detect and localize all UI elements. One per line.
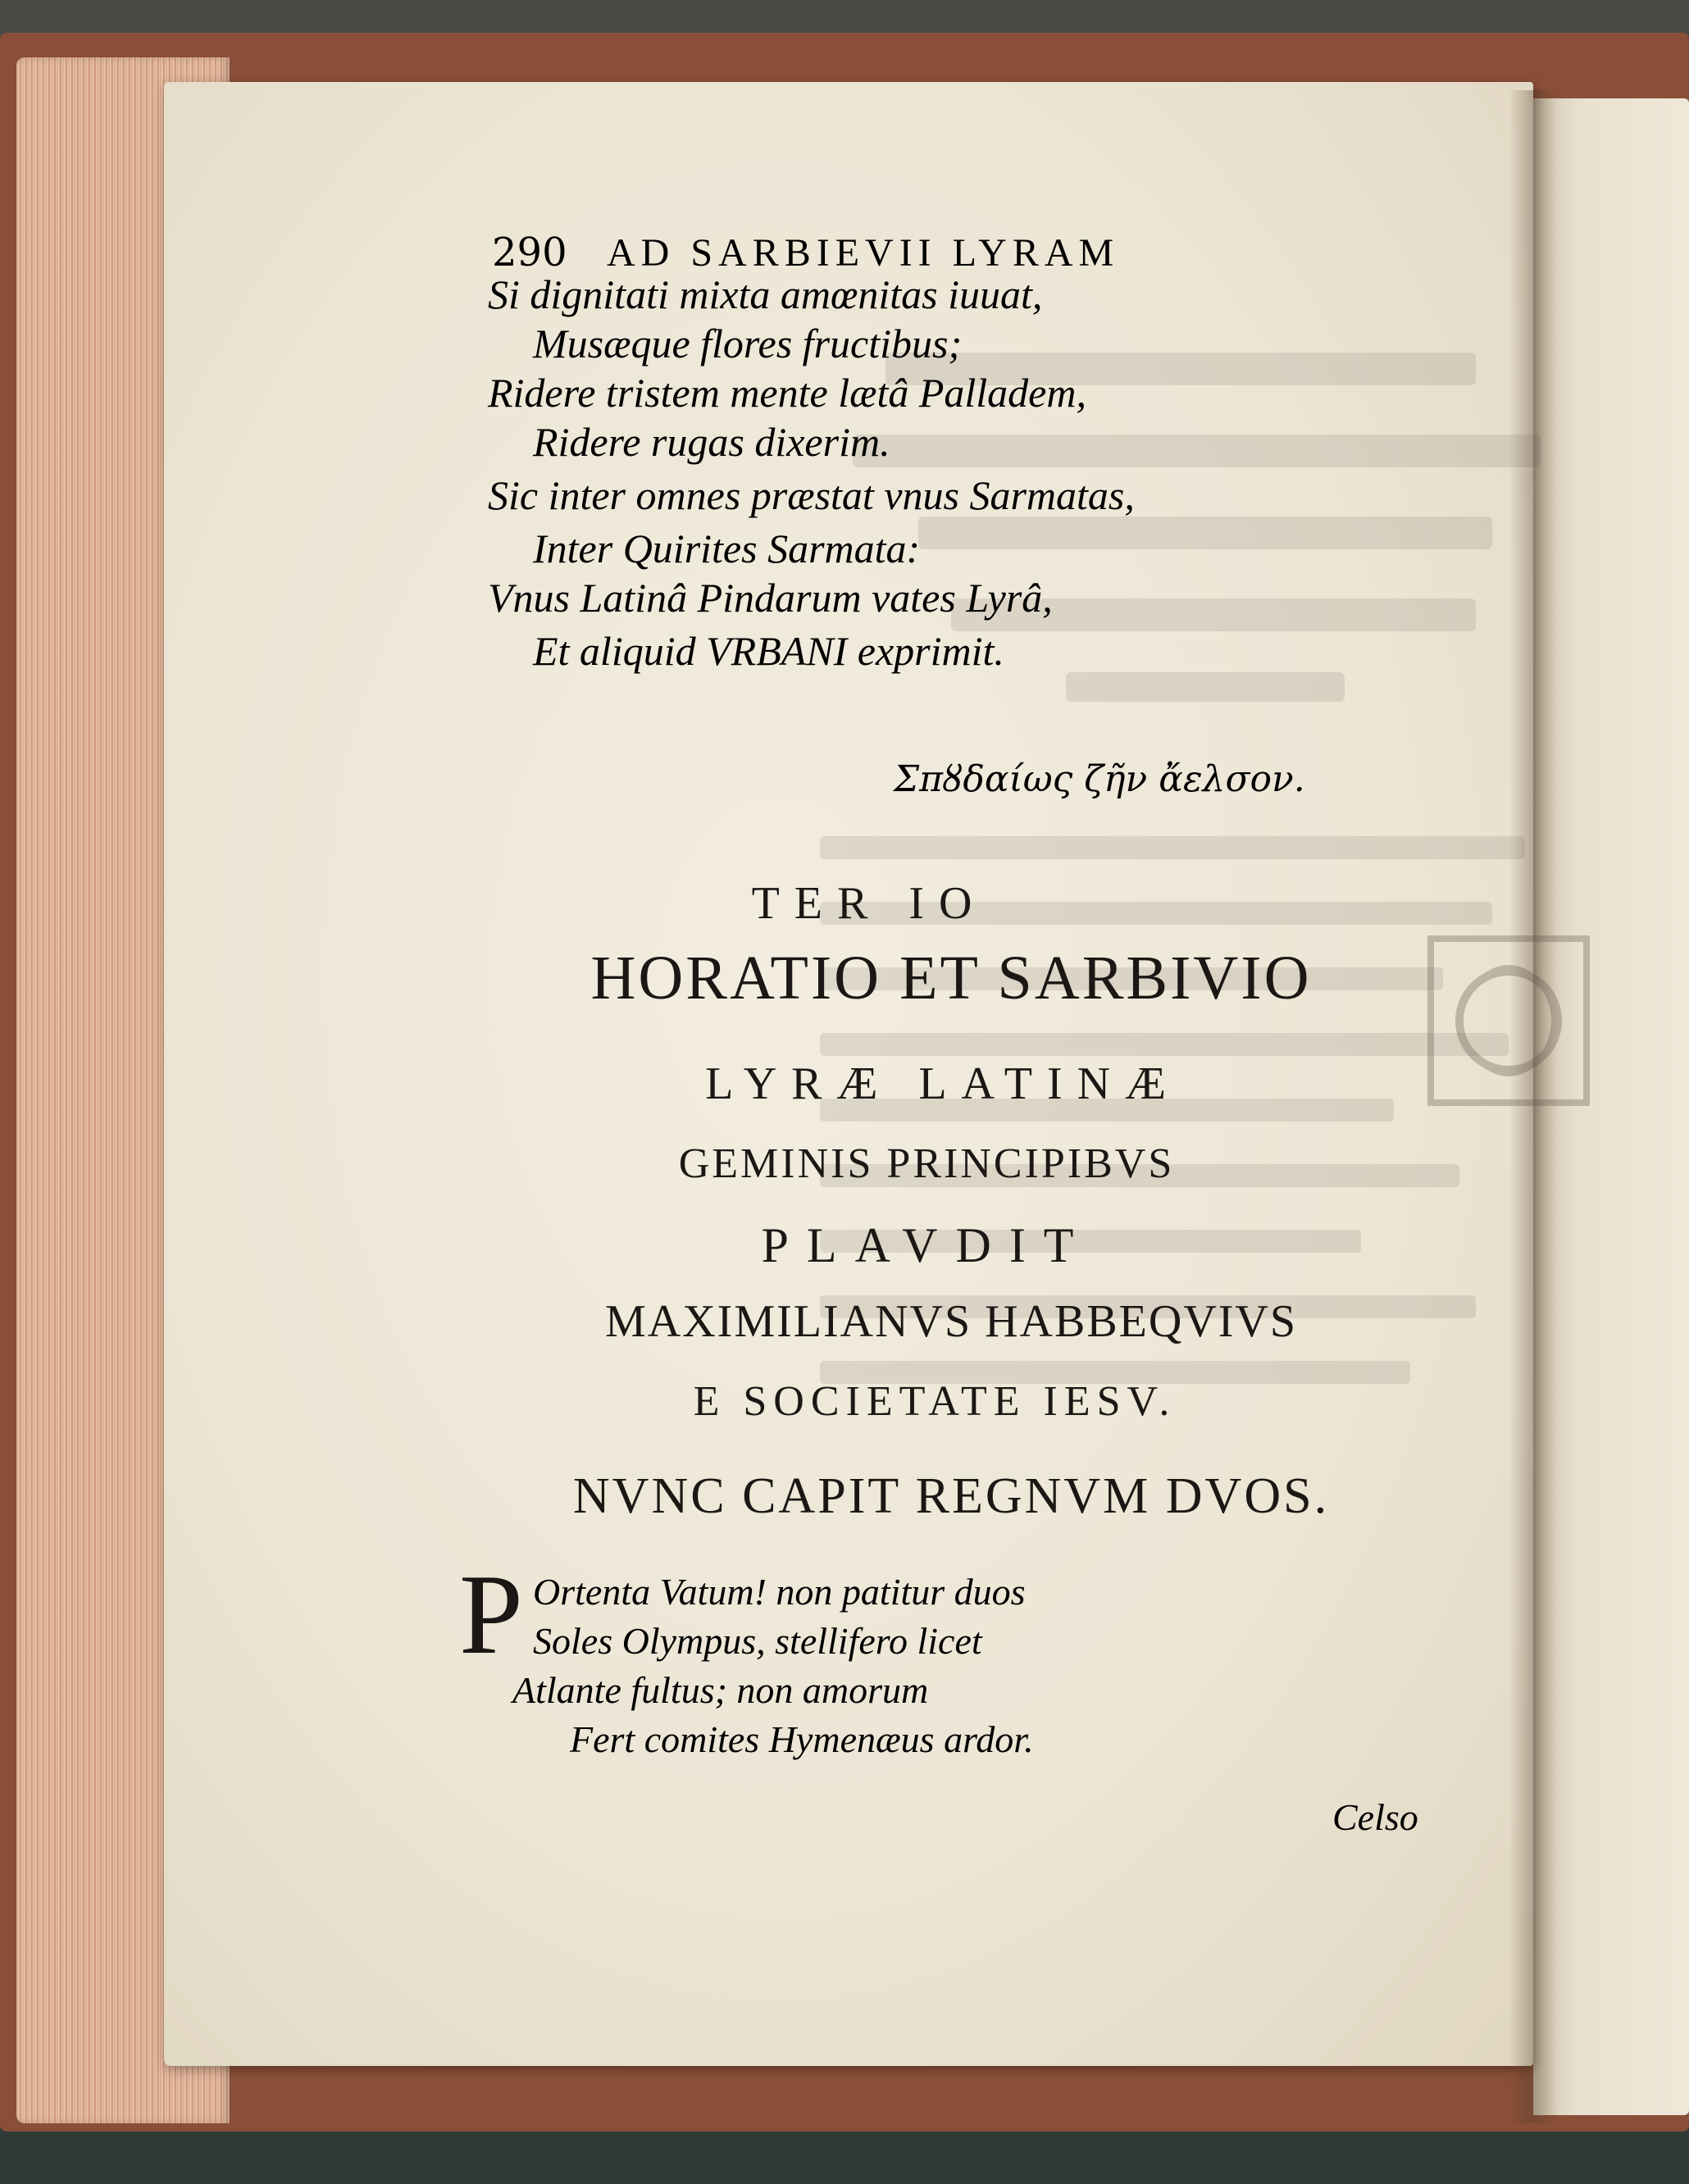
- drop-cap: P: [459, 1551, 523, 1678]
- running-head-title: AD SARBIEVII LYRAM: [607, 231, 1120, 275]
- page-number: 290: [492, 230, 567, 275]
- heading-line: E SOCIETATE IESV.: [693, 1378, 1177, 1425]
- greek-motto: Σπȣδαίως ζῆν ἄελσον.: [894, 758, 1305, 800]
- verse-line: Sic inter omnes præstat vnus Sarmatas,: [488, 472, 1135, 518]
- heading-line: HORATIO ET SARBIVIO: [590, 944, 1312, 1012]
- verse-line: Vnus Latinâ Pindarum vates Lyrâ,: [488, 575, 1053, 621]
- heading-line: LYRÆ LATINÆ: [705, 1058, 1181, 1109]
- poem-line: Ortenta Vatum! non patitur duos: [533, 1571, 1026, 1613]
- heading-line: PLAVDIT: [761, 1218, 1092, 1272]
- running-head: [492, 230, 1410, 275]
- verse-line: Musæque flores fructibus;: [533, 321, 963, 366]
- poem-line: Atlante fultus; non amorum: [512, 1669, 929, 1711]
- verse-line: Ridere tristem mente lætâ Palladem,: [488, 370, 1086, 416]
- heading-line: GEMINIS PRINCIPIBVS: [678, 1140, 1175, 1187]
- heading-line: TER IO: [751, 878, 987, 929]
- poem-line: Fert comites Hymenæus ardor.: [570, 1718, 1034, 1760]
- verse-line: Si dignitati mixta amœnitas iuuat,: [488, 271, 1043, 317]
- verse-line: Inter Quirites Sarmata:: [533, 526, 921, 571]
- heading-line: NVNC CAPIT REGNVM DVOS.: [572, 1468, 1330, 1524]
- verse-line: Et aliquid VRBANI exprimit.: [533, 628, 1004, 674]
- catchword: Celso: [1332, 1796, 1418, 1838]
- verse-line: Ridere rugas dixerim.: [533, 419, 890, 465]
- poem-line: Soles Olympus, stellifero licet: [533, 1620, 982, 1662]
- heading-line: MAXIMILIANVS HABBEQVIVS: [605, 1296, 1297, 1347]
- page-gutter-shadow: [1509, 90, 1558, 2123]
